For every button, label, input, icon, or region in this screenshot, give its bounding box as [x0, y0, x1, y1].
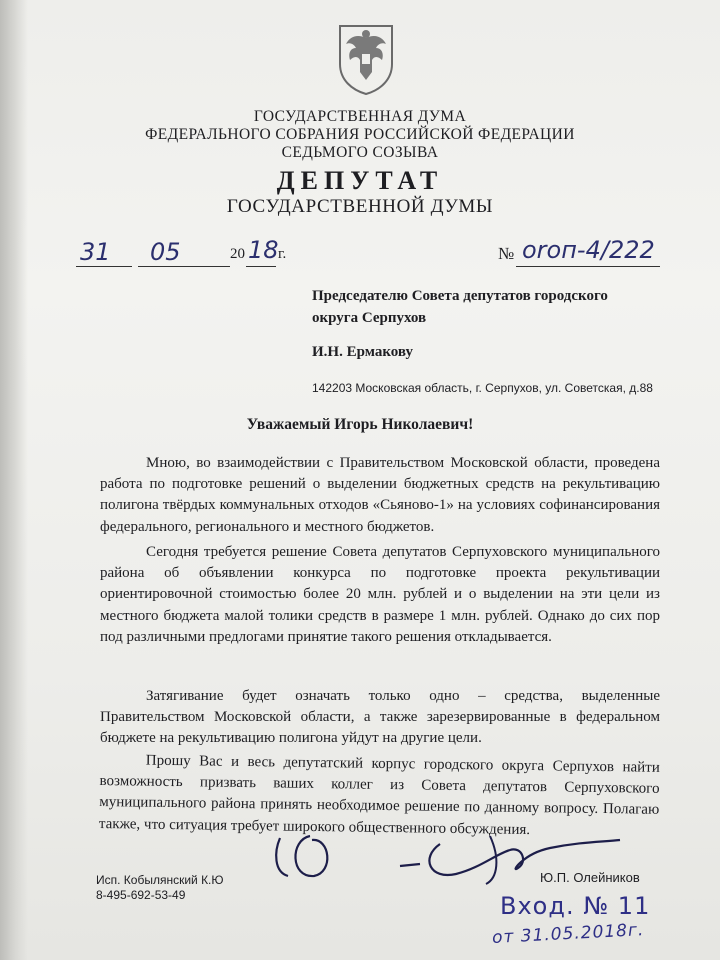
- body-paragraph-4: Прошу Вас и весь депутатский корпус городского округа Серпухов найти возможность призвать ваших коллег из Совета депутатов Серпуховского муниципального района принять необходимое решение по данному вопросу. Полагаю также, что ситуация требует широкого общественного обсуждения.: [98, 752, 660, 838]
- date-day: 31: [80, 238, 111, 266]
- addressee-line1: Председателю Совета депутатов городского: [312, 288, 608, 304]
- header-state-duma: ГОСУДАРСТВЕННОЙ ДУМЫ: [226, 196, 494, 217]
- body-paragraph-3: Затягивание будет означать только одно – средства, выделенные Правительством Московской области, а также зарезервированные в федеральном бюджете на рекультивацию полигона уйдут на другие цели.: [100, 688, 660, 747]
- date-year-suffix: 18: [248, 236, 279, 264]
- addressee-line2: округа Серпухов: [312, 310, 427, 326]
- salutation: Уважаемый Игорь Николаевич!: [246, 416, 474, 433]
- date-year-underline: [246, 266, 276, 267]
- document-number: оrоп-4/222: [522, 236, 655, 264]
- header-federal-assembly: ФЕДЕРАЛЬНОГО СОБРАНИЯ РОССИЙСКОЙ ФЕДЕРАЦИИ: [145, 126, 575, 143]
- body-paragraph-1: Мною, во взаимодействии с Правительством Московской области, проведена работа по подготовке решений о выделении бюджетных средств на рекультивацию полигона твёрдых коммунальных отходов «Сьяново-1» на условиях софинансирования федерального, регионального и местного бюджетов.: [100, 455, 660, 535]
- signatory-name: Ю.П. Олейников: [540, 870, 640, 885]
- date-year-end: г.: [278, 246, 287, 262]
- number-prefix: №: [498, 244, 515, 263]
- executor-name: Исп. Кобылянский К.Ю: [96, 873, 224, 887]
- date-month-underline: [138, 266, 230, 267]
- header-duma: ГОСУДАРСТВЕННАЯ ДУМА: [253, 108, 467, 125]
- date-year-prefix: 20: [230, 246, 245, 262]
- addressee-name: И.Н. Ермакову: [312, 344, 413, 360]
- number-underline: [516, 266, 660, 267]
- header-deputy: ДЕПУТАТ: [276, 166, 444, 195]
- incoming-stamp-date: от 31.05.2018г.: [491, 920, 645, 948]
- header-convocation: СЕДЬМОГО СОЗЫВА: [281, 144, 439, 161]
- date-day-underline: [76, 266, 132, 267]
- date-month: 05: [150, 238, 181, 266]
- incoming-stamp-number: Вход. № 11: [500, 892, 651, 920]
- executor-phone: 8-495-692-53-49: [96, 888, 186, 902]
- coat-of-arms-icon: [332, 20, 400, 96]
- body-paragraph-2: Сегодня требуется решение Совета депутатов Серпуховского муниципального района об объявлении конкурса по подготовке проекта рекультивации ориентировочной стоимостью более 20 млн. рублей и о выделении на эти цели из местного бюджета малой толики средств в размере 1 млн. рублей. Однако до сих пор под различными предлогами принятие такого решения откладывается.: [100, 544, 660, 645]
- addressee-postal: 142203 Московская область, г. Серпухов, ул. Советская, д.88: [312, 381, 653, 395]
